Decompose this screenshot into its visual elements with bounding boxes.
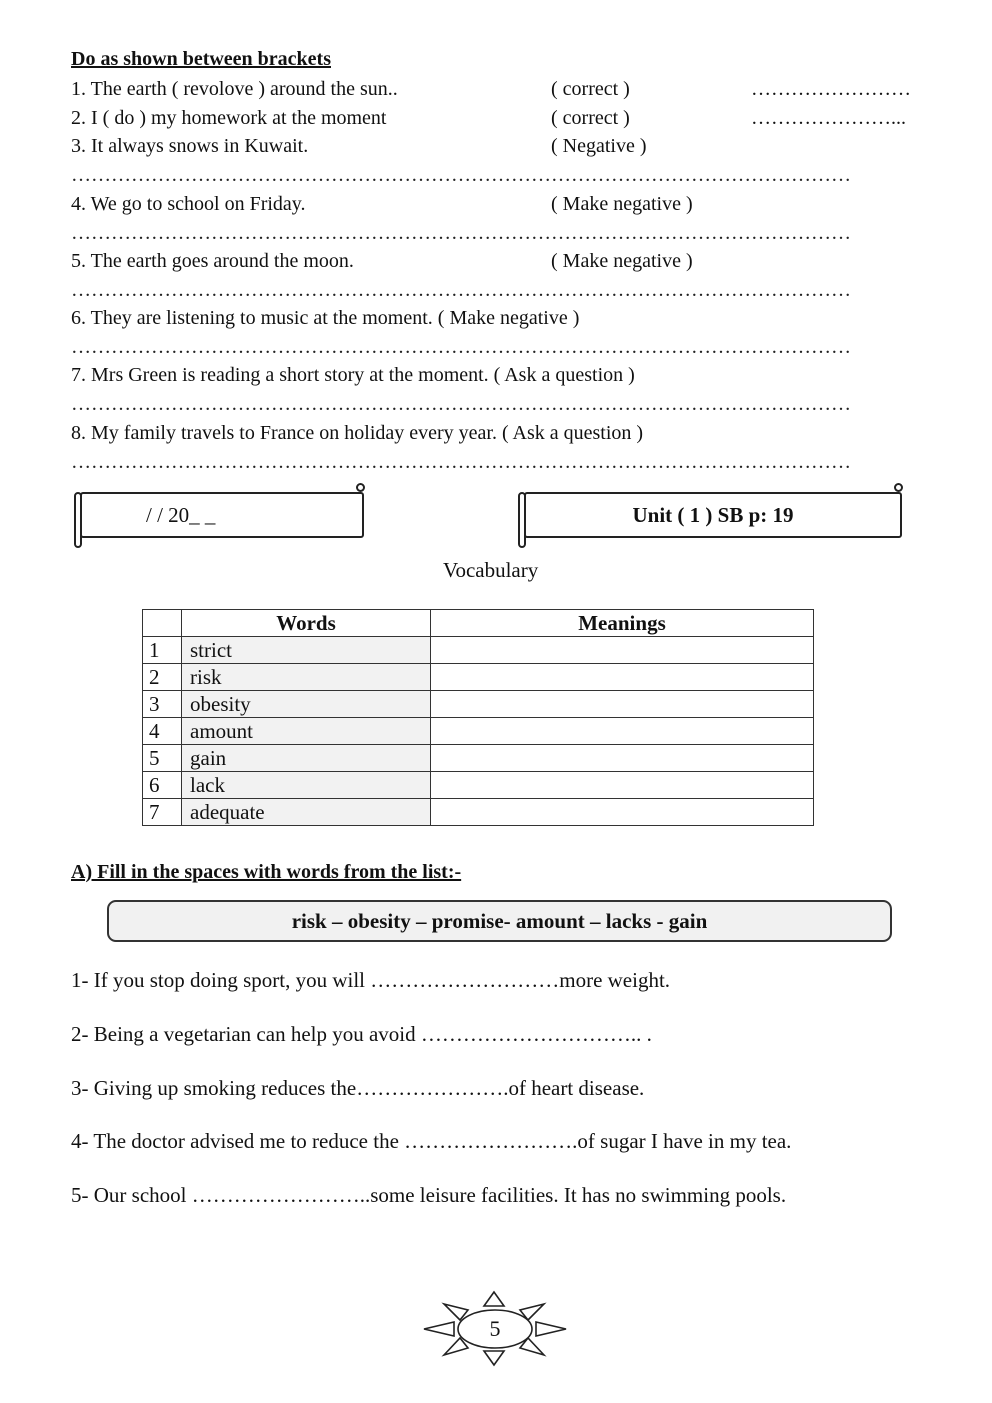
scroll-curl-right-icon [894, 483, 903, 492]
scroll-curl-left-icon [518, 492, 526, 548]
answer-line-8[interactable]: ……………………………………………………………………………………………………… [71, 451, 851, 473]
instruction-5: ( Make negative ) [551, 250, 693, 272]
date-banner [80, 492, 364, 538]
exercise-item-2: 2. I ( do ) my homework at the moment [71, 107, 387, 129]
row-number: 7 [143, 799, 182, 826]
instruction-4: ( Make negative ) [551, 193, 693, 215]
meaning-cell[interactable] [431, 745, 814, 772]
fill-heading: A) Fill in the spaces with words from the list:- [71, 861, 462, 883]
unit-banner [524, 492, 902, 538]
word-cell: gain [182, 745, 431, 772]
word-cell: adequate [182, 799, 431, 826]
table-header-row [143, 610, 814, 637]
fill-sentence-4[interactable]: 4- The doctor advised me to reduce the …………………….of sugar I have in my tea. [71, 1129, 792, 1153]
answer-line-6[interactable]: ……………………………………………………………………………………………………… [71, 336, 851, 358]
table-row [143, 637, 814, 664]
word-cell: amount [182, 718, 431, 745]
exercise-item-8: 8. My family travels to France on holiday every year. ( Ask a question ) [71, 422, 644, 444]
vocabulary-title: Vocabulary [443, 558, 539, 582]
meaning-cell[interactable] [431, 664, 814, 691]
section-heading: Do as shown between brackets [71, 48, 331, 70]
header-words: Words [182, 610, 431, 637]
unit-label: Unit ( 1 ) SB p: 19 [632, 502, 794, 527]
page-number-sun [420, 1288, 570, 1370]
header-meanings: Meanings [431, 610, 814, 637]
word-cell: strict [182, 637, 431, 664]
scroll-curl-right-icon [356, 483, 365, 492]
meaning-cell[interactable] [431, 691, 814, 718]
fill-sentence-5[interactable]: 5- Our school ……………………..some leisure facilities. It has no swimming pools. [71, 1183, 787, 1207]
row-number: 2 [143, 664, 182, 691]
meaning-cell[interactable] [431, 637, 814, 664]
exercise-item-4: 4. We go to school on Friday. [71, 193, 306, 215]
answer-blank-1[interactable]: …………………… [751, 78, 911, 100]
exercise-item-1: 1. The earth ( revolove ) around the sun.. [71, 78, 398, 100]
table-row [143, 718, 814, 745]
meaning-cell[interactable] [431, 718, 814, 745]
table-row [143, 799, 814, 826]
row-number: 4 [143, 718, 182, 745]
row-number: 1 [143, 637, 182, 664]
table-row [143, 745, 814, 772]
answer-line-4[interactable]: ……………………………………………………………………………………………………… [71, 222, 851, 244]
word-cell: obesity [182, 691, 431, 718]
answer-line-5[interactable]: ……………………………………………………………………………………………………… [71, 279, 851, 301]
date-field[interactable]: / / 20_ _ [146, 502, 216, 527]
table-row [143, 664, 814, 691]
instruction-1: ( correct ) [551, 78, 630, 100]
table-row [143, 772, 814, 799]
fill-sentence-1[interactable]: 1- If you stop doing sport, you will ………………………more weight. [71, 968, 671, 992]
row-number: 6 [143, 772, 182, 799]
header-num [143, 610, 182, 637]
answer-blank-2[interactable]: …………………... [751, 107, 906, 129]
word-cell: risk [182, 664, 431, 691]
row-number: 5 [143, 745, 182, 772]
meaning-cell[interactable] [431, 772, 814, 799]
vocabulary-table [142, 609, 814, 826]
exercise-item-5: 5. The earth goes around the moon. [71, 250, 354, 272]
fill-sentence-3[interactable]: 3- Giving up smoking reduces the………………….of heart disease. [71, 1076, 645, 1100]
exercise-item-7: 7. Mrs Green is reading a short story at the moment. ( Ask a question ) [71, 364, 635, 386]
instruction-3: ( Negative ) [551, 135, 647, 157]
word-cell: lack [182, 772, 431, 799]
exercise-item-3: 3. It always snows in Kuwait. [71, 135, 309, 157]
fill-sentence-2[interactable]: 2- Being a vegetarian can help you avoid ………………………….. . [71, 1022, 652, 1046]
instruction-2: ( correct ) [551, 107, 630, 129]
word-list-box: risk – obesity – promise- amount – lacks - gain [107, 900, 892, 942]
meaning-cell[interactable] [431, 799, 814, 826]
exercise-item-6: 6. They are listening to music at the moment. ( Make negative ) [71, 307, 580, 329]
page-number: 5 [489, 1316, 501, 1341]
table-row [143, 691, 814, 718]
answer-line-7[interactable]: ……………………………………………………………………………………………………… [71, 393, 851, 415]
scroll-curl-left-icon [74, 492, 82, 548]
row-number: 3 [143, 691, 182, 718]
answer-line-3[interactable]: ……………………………………………………………………………………………………… [71, 164, 851, 186]
